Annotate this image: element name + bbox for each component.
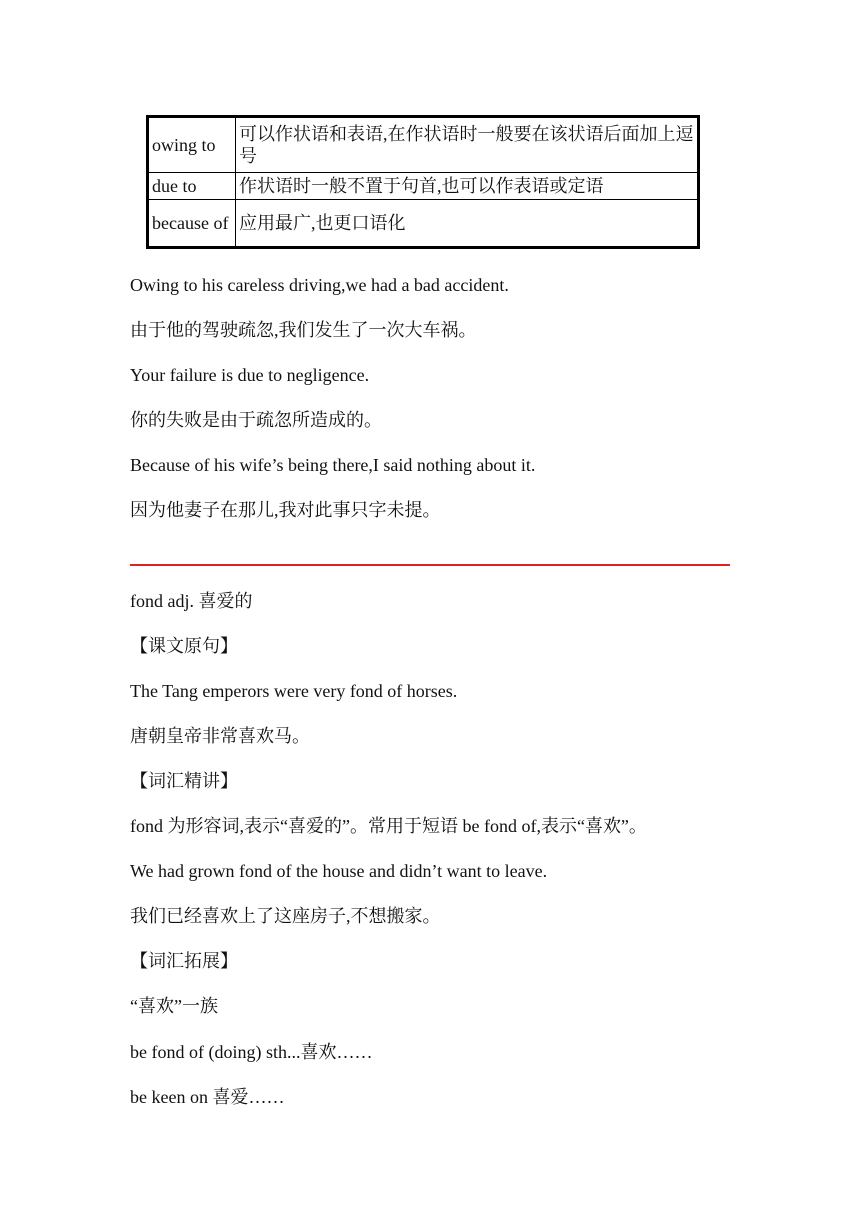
term-text: because of [152, 212, 229, 233]
explain-sentence-en: We had grown fond of the house and didn’t want to leave. [130, 861, 548, 881]
table-row [148, 117, 699, 173]
term-text: due to [152, 175, 197, 196]
example-sentence-en: Owing to his careless driving,we had a bad accident. [130, 275, 509, 295]
term-cell [148, 117, 236, 173]
explain-text: fond 为形容词,表示“喜爱的”。常用于短语 be fond of,表示“喜欢”。 [130, 816, 647, 836]
extend-heading: 【词汇拓展】 [130, 951, 238, 971]
desc-cell: 可以作状语和表语,在作状语时一般要在该状语后面加上逗号 [236, 117, 699, 173]
headword: fond adj. 喜爱的 [130, 591, 253, 611]
example-sentence-zh: 由于他的驾驶疏忽,我们发生了一次大车祸。 [130, 320, 477, 340]
desc-cell: 应用最广,也更口语化 [236, 200, 699, 248]
extend-item: be fond of (doing) sth...喜欢…… [130, 1042, 373, 1062]
original-heading: 【课文原句】 [130, 636, 238, 656]
comparison-table [146, 115, 700, 249]
table-row [148, 173, 699, 200]
section-divider [130, 564, 730, 566]
example-sentence-zh: 因为他妻子在那儿,我对此事只字未提。 [130, 500, 441, 520]
desc-cell: 作状语时一般不置于句首,也可以作表语或定语 [236, 173, 699, 200]
example-sentence-en: Because of his wife’s being there,I said nothing about it. [130, 455, 536, 475]
original-sentence-en: The Tang emperors were very fond of horses. [130, 681, 458, 701]
explain-heading: 【词汇精讲】 [130, 771, 238, 791]
extend-item: be keen on 喜爱…… [130, 1087, 285, 1107]
example-sentence-en: Your failure is due to negligence. [130, 365, 370, 385]
extend-group-title: “喜欢”一族 [130, 996, 218, 1016]
original-sentence-zh: 唐朝皇帝非常喜欢马。 [130, 726, 310, 746]
term-cell [148, 200, 236, 248]
example-sentence-zh: 你的失败是由于疏忽所造成的。 [130, 410, 382, 430]
term-text: owing to [152, 134, 216, 155]
term-cell [148, 173, 236, 200]
explain-sentence-zh: 我们已经喜欢上了这座房子,不想搬家。 [130, 906, 441, 926]
table-row [148, 200, 699, 248]
